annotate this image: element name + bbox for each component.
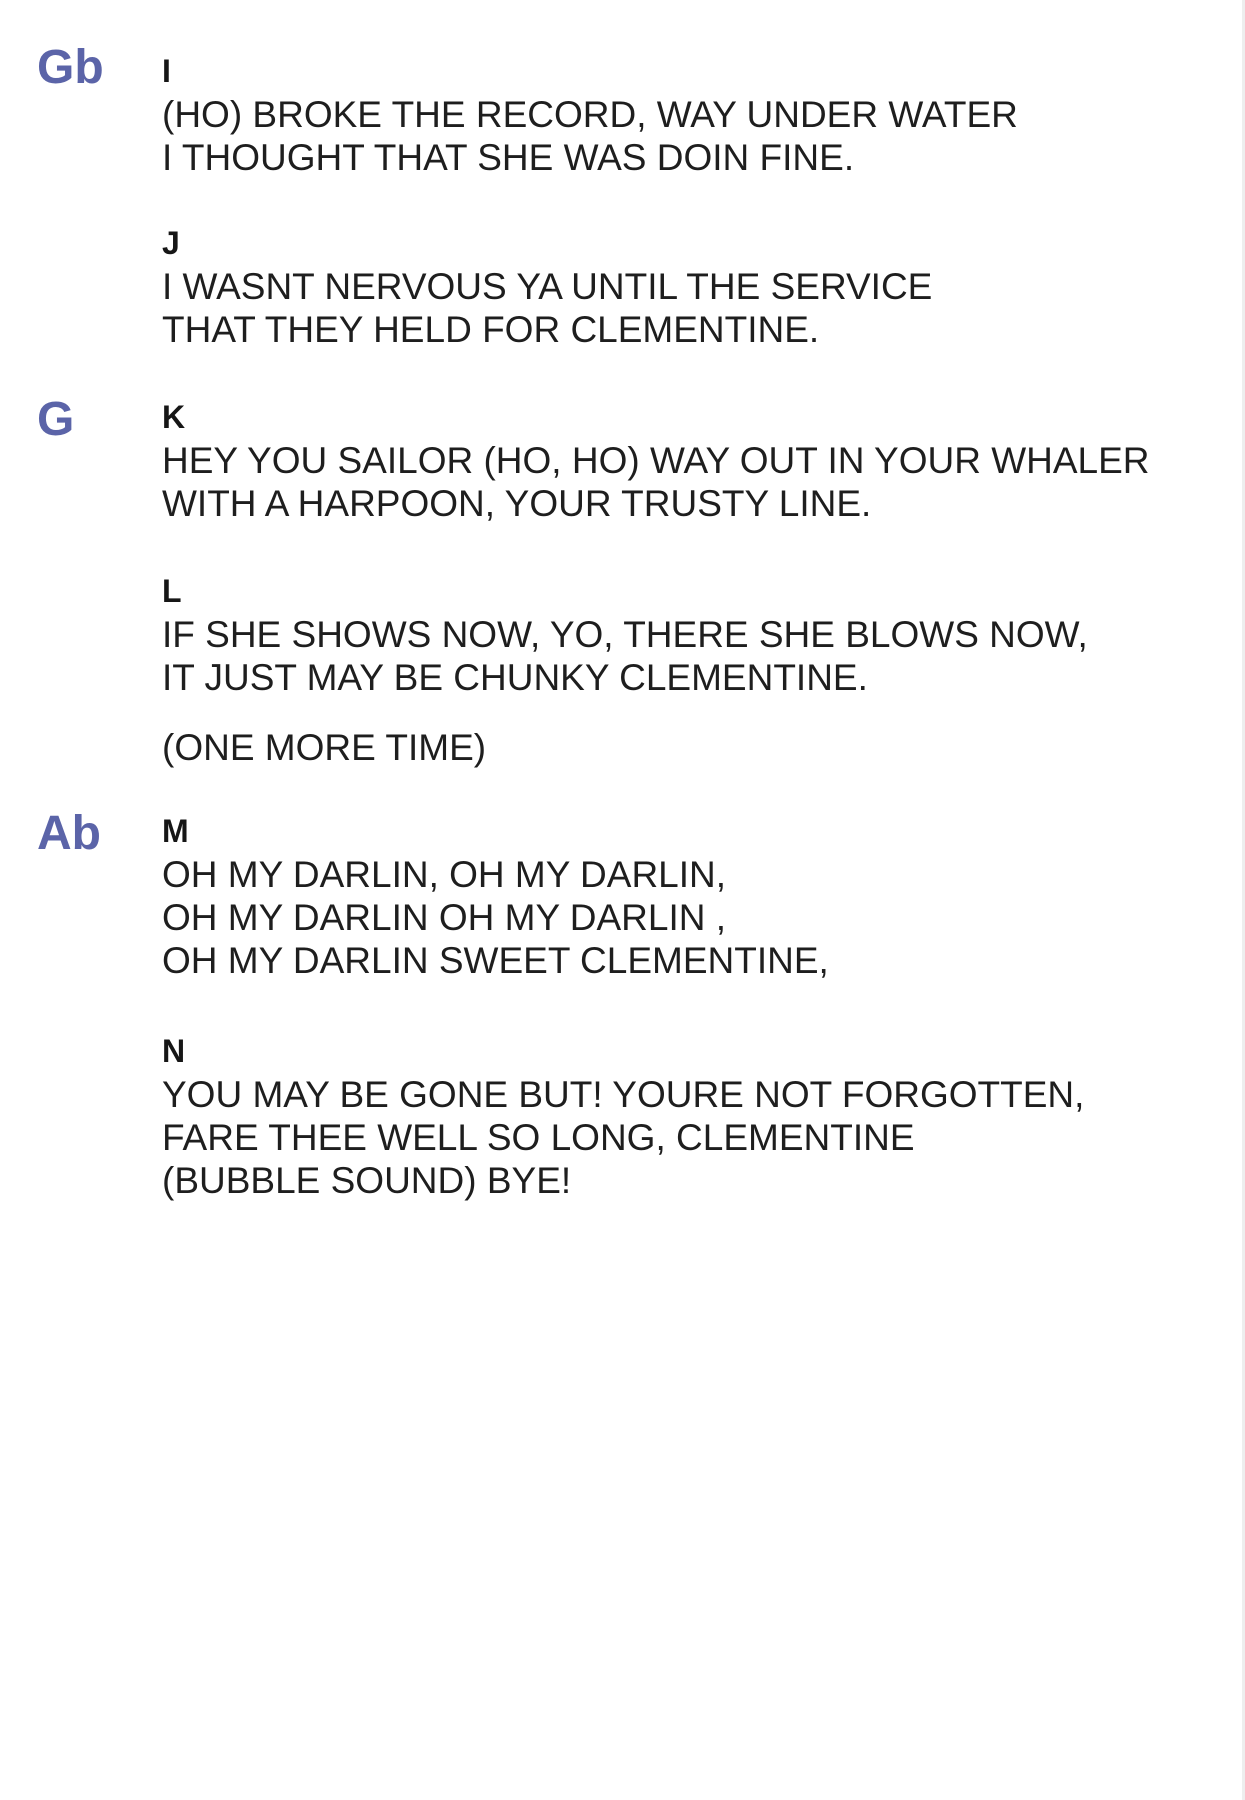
key-label-ab: Ab [37,807,101,860]
lyric-line: YOU MAY BE GONE BUT! YOURE NOT FORGOTTEN, [162,1074,1085,1115]
key-label-g: G [37,393,75,446]
lyric-section-j [162,222,1212,351]
lyric-line: OH MY DARLIN OH MY DARLIN , [162,897,727,938]
lyric-section-m [162,810,1212,982]
section-letter: I [162,53,171,89]
lyric-section-i [162,50,1212,179]
lyric-line: (BUBBLE SOUND) BYE! [162,1160,572,1201]
lyric-line: FARE THEE WELL SO LONG, CLEMENTINE [162,1117,915,1158]
repeat-note: (ONE MORE TIME) [162,727,487,768]
lyric-line: IT JUST MAY BE CHUNKY CLEMENTINE. [162,657,868,698]
lyric-section-k [162,396,1212,525]
lyric-line: (HO) BROKE THE RECORD, WAY UNDER WATER [162,94,1018,135]
section-letter: K [162,399,186,435]
lyric-section-n [162,1030,1212,1202]
lyric-line: I WASNT NERVOUS YA UNTIL THE SERVICE [162,266,933,307]
section-letter: J [162,225,180,261]
lyric-line: OH MY DARLIN SWEET CLEMENTINE, [162,940,829,981]
lyric-line: WITH A HARPOON, YOUR TRUSTY LINE. [162,483,872,524]
lyric-line: I THOUGHT THAT SHE WAS DOIN FINE. [162,137,855,178]
lyric-section-l [162,570,1212,699]
lyric-line: HEY YOU SAILOR (HO, HO) WAY OUT IN YOUR WHALER [162,440,1150,481]
section-letter: N [162,1033,186,1069]
section-letter: M [162,813,189,849]
section-letter: L [162,573,182,609]
key-label-gb: Gb [37,41,104,94]
lyric-line: IF SHE SHOWS NOW, YO, THERE SHE BLOWS NOW, [162,614,1088,655]
lyric-line: OH MY DARLIN, OH MY DARLIN, [162,854,727,895]
lyric-line: THAT THEY HELD FOR CLEMENTINE. [162,309,820,350]
